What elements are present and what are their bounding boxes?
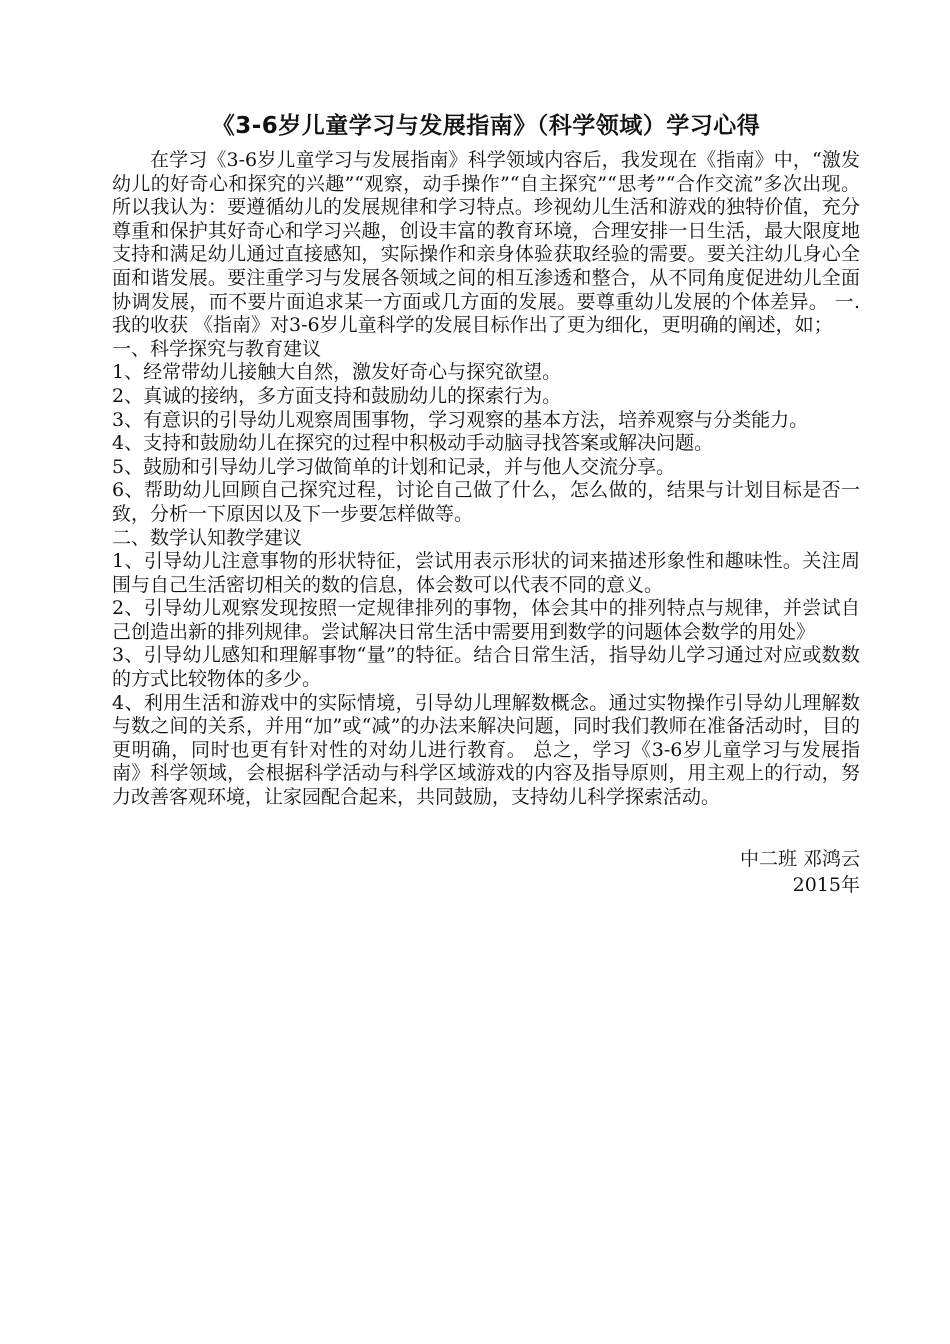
intro-paragraph: 在学习《3-6岁儿童学习与发展指南》科学领域内容后，我发现在《指南》中，“激发幼儿的好奇心和探究的兴趣”“观察，动手操作”“自主探究”“思考”“合作交流”多次出现。所以我认为：要遵循幼儿的发展规律和学习特点。珍视幼儿生活和游戏的独特价值，充分尊重和保护其好奇心和学习兴趣，创设丰富的教育环境，合理安排一日生活，最大限度地支持和满足幼儿通过直接感知，实际操作和亲身体验获取经验的需要。要关注幼儿身心全面和谐发展。要注重学习与发展各领域之间的相互渗透和整合，从不同角度促进幼儿全面协调发展，而不要片面追求某一方面或几方面的发展。要尊重幼儿发展的个体差异。 一. 我的收获 《指南》对3-6岁儿童科学的发展目标作出了更为细化，更明确的阐述，如； — [112, 149, 860, 337]
math-item-1: 1、引导幼儿注意事物的形状特征，尝试用表示形状的词来描述形象性和趣味性。关注周围与自己生活密切相关的数的信息，体会数可以代表不同的意义。 — [112, 550, 860, 596]
section-heading-math: 二、数学认知教学建议 — [112, 526, 303, 549]
signature-block — [112, 846, 860, 898]
author-signature: 中二班 邓鸿云 — [739, 847, 860, 870]
math-item-3: 3、引导幼儿感知和理解事物“量”的特征。结合日常生活，指导幼儿学习通过对应或数数的方式比较物体的多少。 — [112, 644, 860, 691]
signature-year: 2015年 — [792, 873, 860, 896]
science-item-6: 6、帮助幼儿回顾自己探究过程，讨论自己做了什么，怎么做的，结果与计划目标是否一致，分析一下原因以及下一步要怎样做等。 — [112, 479, 860, 525]
section-heading-science: 一、科学探究与教育建议 — [112, 337, 322, 360]
science-item-5: 5、鼓励和引导幼儿学习做简单的计划和记录，并与他人交流分享。 — [112, 455, 676, 478]
science-item-4: 4、支持和鼓励幼儿在探究的过程中积极动手动脑寻找答案或解决问题。 — [112, 432, 714, 455]
science-item-3: 3、有意识的引导幼儿观察周围事物，学习观察的基本方法，培养观察与分类能力。 — [112, 408, 809, 431]
math-item-2: 2、引导幼儿观察发现按照一定规律排列的事物，体会其中的排列特点与规律，并尝试自己创造出新的排列规律。尝试解决日常生活中需要用到数学的问题体会数学的用处》 — [112, 597, 860, 643]
science-item-2: 2、真诚的接纳，多方面支持和鼓励幼儿的探索行为。 — [112, 384, 562, 407]
document-page — [112, 111, 860, 898]
science-item-1: 1、经常带幼儿接触大自然，激发好奇心与探究欲望。 — [112, 361, 562, 384]
math-item-4: 4、利用生活和游戏中的实际情境，引导幼儿理解数概念。通过实物操作引导幼儿理解数与数之间的关系，并用“加”或“减”的办法来解决问题，同时我们教师在准备活动时，目的更明确，同时也更有针对性的对幼儿进行教育。 总之，学习《3-6岁儿童学习与发展指南》科学领域，会根据科学活动与科学区域游戏的内容及指导原则，用主观上的行动，努力改善客观环境，让家园配合起来，共同鼓励，支持幼儿科学探索活动。 — [112, 691, 860, 809]
document-body — [112, 149, 860, 810]
document-title: 《3-6岁儿童学习与发展指南》（科学领域）学习心得 — [211, 113, 761, 139]
